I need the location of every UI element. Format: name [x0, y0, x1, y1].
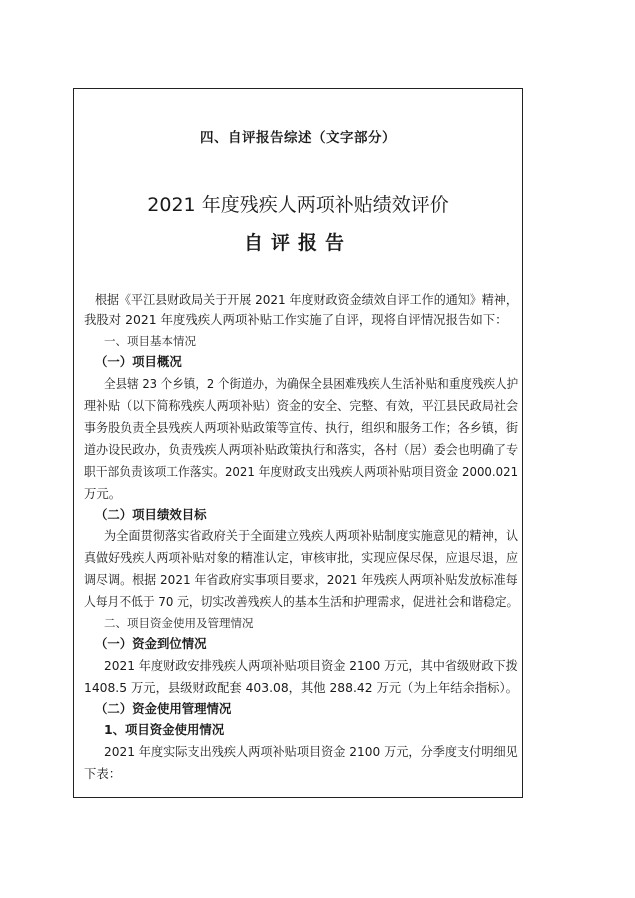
section-heading: 四、自评报告综述（文字部分） [200, 130, 396, 146]
paragraph-line: 根据《平江县财政局关于开展 2021 年度财政资金绩效自评工作的通知》精神， [95, 292, 518, 307]
paragraph-line: 调尽调。根据 2021 年省政府实事项目要求，2021 年残疾人两项补贴发放标准每 [84, 572, 518, 587]
paragraph-line: 为全面贯彻落实省政府关于全面建立残疾人两项补贴制度实施意见的精神，认 [104, 528, 519, 543]
paragraph-line: 理补贴（以下简称残疾人两项补贴）资金的安全、完整、有效，平江县民政局社会 [84, 398, 519, 413]
paragraph-line: 万元。 [84, 486, 122, 501]
paragraph-line: 人每月不低于 70 元，切实改善残疾人的基本生活和护理需求，促进社会和谐稳定。 [84, 594, 519, 609]
subsection-heading: （二）资金使用管理情况 [95, 701, 232, 716]
document-subtitle: 自评报告 [243, 232, 352, 254]
paragraph-line: 道办设民政办，负责残疾人两项补贴政策执行和落实，各村（居）委会也明确了专 [84, 442, 519, 457]
paragraph-line: 2021 年度实际支出残疾人两项补贴项目资金 2100 万元，分季度支付明细见 [104, 744, 518, 759]
paragraph-line: 2021 年度财政安排残疾人两项补贴项目资金 2100 万元，其中省级财政下拨 [104, 658, 518, 673]
document-title: 2021 年度残疾人两项补贴绩效评价 [147, 194, 449, 216]
chapter-heading: 一、项目基本情况 [104, 334, 196, 348]
chapter-heading: 二、项目资金使用及管理情况 [104, 616, 254, 630]
paragraph-line: 事务股负责全县残疾人两项补贴政策等宣传、执行，组织和服务工作；各乡镇，街 [84, 420, 519, 435]
paragraph-line: 我股对 2021 年度残疾人两项补贴工作实施了自评，现将自评情况报告如下： [84, 312, 508, 327]
subsection-heading: （二）项目绩效目标 [95, 507, 207, 522]
paragraph-line: 全县辖 23 个乡镇，2 个街道办，为确保全县困难残疾人生活补贴和重度残疾人护 [104, 376, 519, 391]
paragraph-line: 下表： [84, 766, 122, 781]
subsection-heading: 1、项目资金使用情况 [104, 722, 225, 737]
paragraph-line: 1408.5 万元，县级财政配套 403.08，其他 288.42 万元（为上年结余指标）。 [84, 680, 518, 695]
subsection-heading: （一）资金到位情况 [95, 636, 207, 651]
paragraph-line: 职干部负责该项工作落实。2021 年度财政支出残疾人两项补贴项目资金 2000.021 [84, 464, 519, 479]
paragraph-line: 真做好残疾人两项补贴对象的精准认定，审核审批，实现应保尽保，应退尽退，应 [84, 550, 519, 565]
subsection-heading: （一）项目概况 [95, 354, 182, 369]
